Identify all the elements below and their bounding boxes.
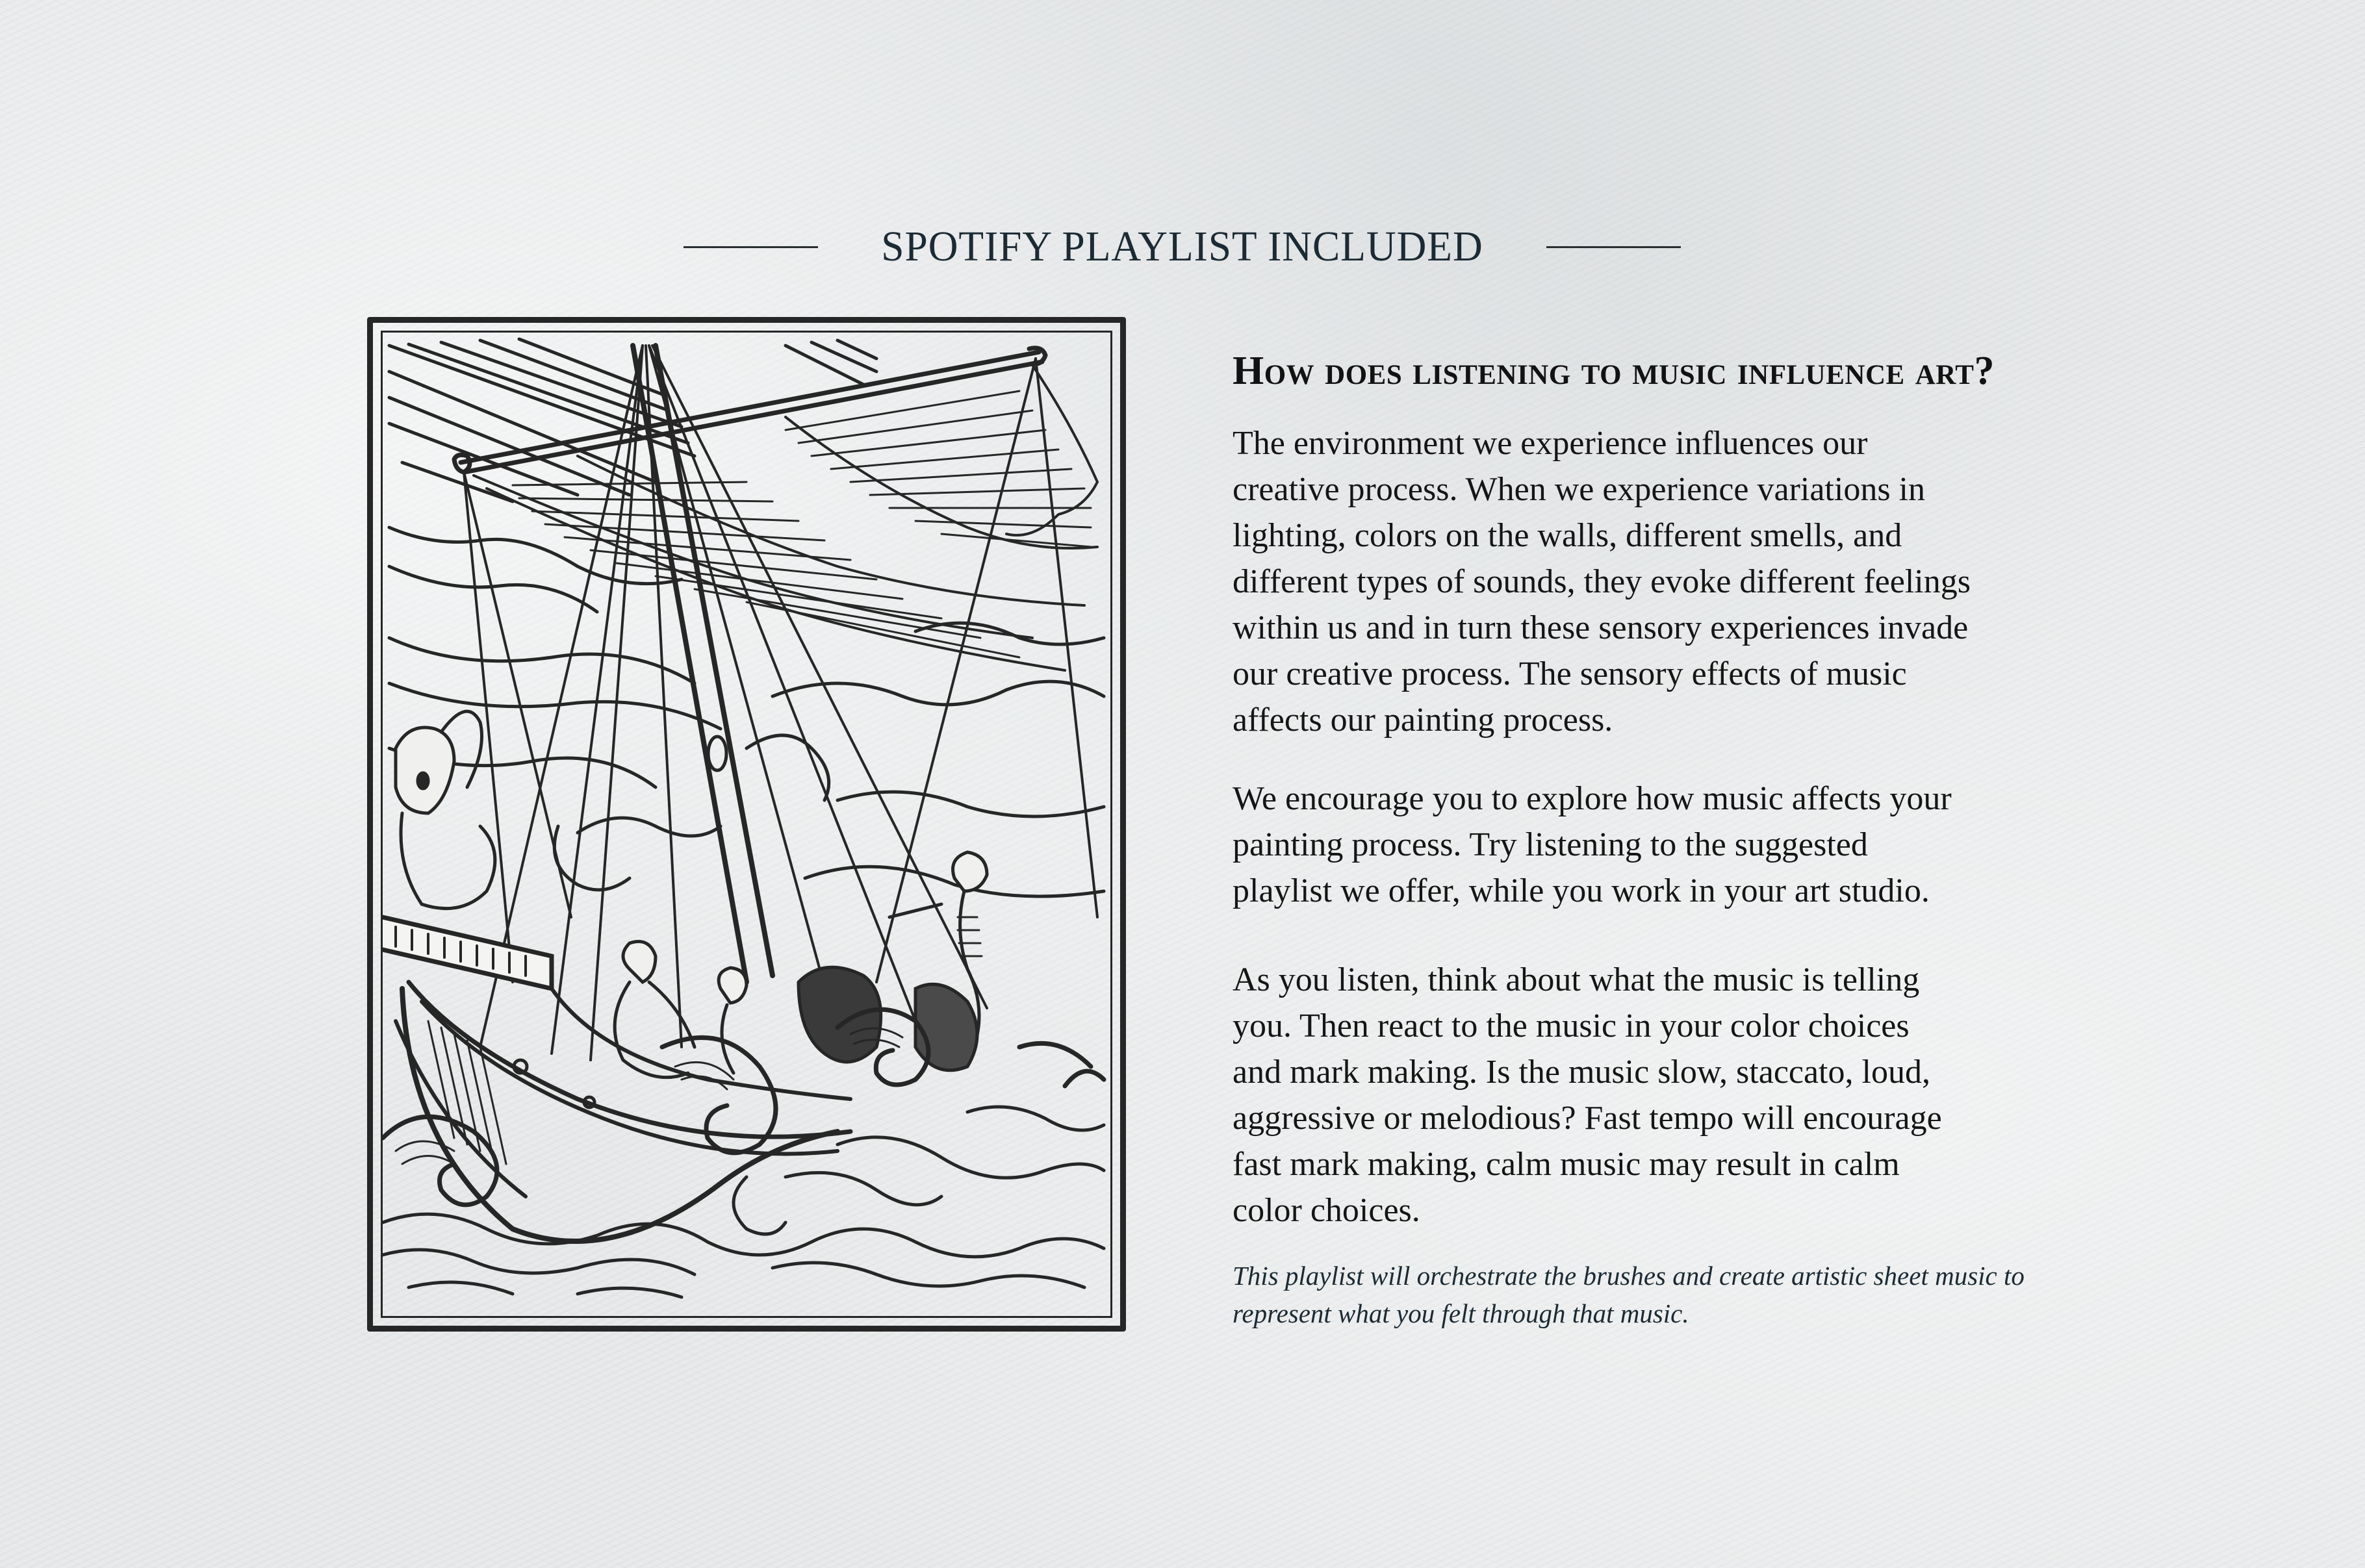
paragraph-line: creative process. When we experience variations in [1233,471,1925,508]
section-title: SPOTIFY PLAYLIST INCLUDED [881,223,1483,270]
italic-playlist-note [1233,1257,2032,1332]
paragraph-encourage [1233,776,2032,914]
paragraph-line: The environment we experience influences our [1233,425,1868,462]
paragraph-line: you. Then react to the music in your color choices [1233,1007,1910,1044]
paragraph-line: aggressive or melodious? Fast tempo will encourage [1233,1100,1942,1137]
paragraph-line: playlist we offer, while you work in your art studio. [1233,872,1930,909]
paragraph-environment [1233,420,2032,743]
article-heading: How does listening to music influence art? [1233,349,1995,393]
paragraph-line: We encourage you to explore how music affects your [1233,780,1952,817]
paragraph-line: within us and in turn these sensory experiences invade [1233,609,1969,646]
title-rule-right [1546,246,1681,248]
paragraph-listen [1233,957,2032,1233]
note-line: represent what you felt through that music. [1233,1298,1689,1328]
paragraph-line: fast mark making, calm music may result in calm [1233,1146,1900,1183]
paragraph-line: lighting, colors on the walls, different smells, and [1233,517,1902,554]
paragraph-line: affects our painting process. [1233,702,1613,739]
paragraph-line: color choices. [1233,1192,1420,1229]
title-rule-left [684,246,818,248]
paragraph-line: painting process. Try listening to the suggested [1233,826,1868,863]
paragraph-line: different types of sounds, they evoke different feelings [1233,563,1971,600]
note-line: This playlist will orchestrate the brushes and create artistic sheet music to [1233,1261,2025,1291]
woodcut-illustration [367,317,1126,1332]
section-title-row [684,221,1681,273]
woodcut-inner-frame [381,331,1112,1318]
article-text-column [1233,348,2032,1332]
paragraph-line: and mark making. Is the music slow, staccato, loud, [1233,1054,1930,1091]
paragraph-line: our creative process. The sensory effects of music [1233,655,1907,692]
paragraph-line: As you listen, think about what the music is telling [1233,961,1920,998]
storm-ship-engraving-icon [383,333,1110,1316]
